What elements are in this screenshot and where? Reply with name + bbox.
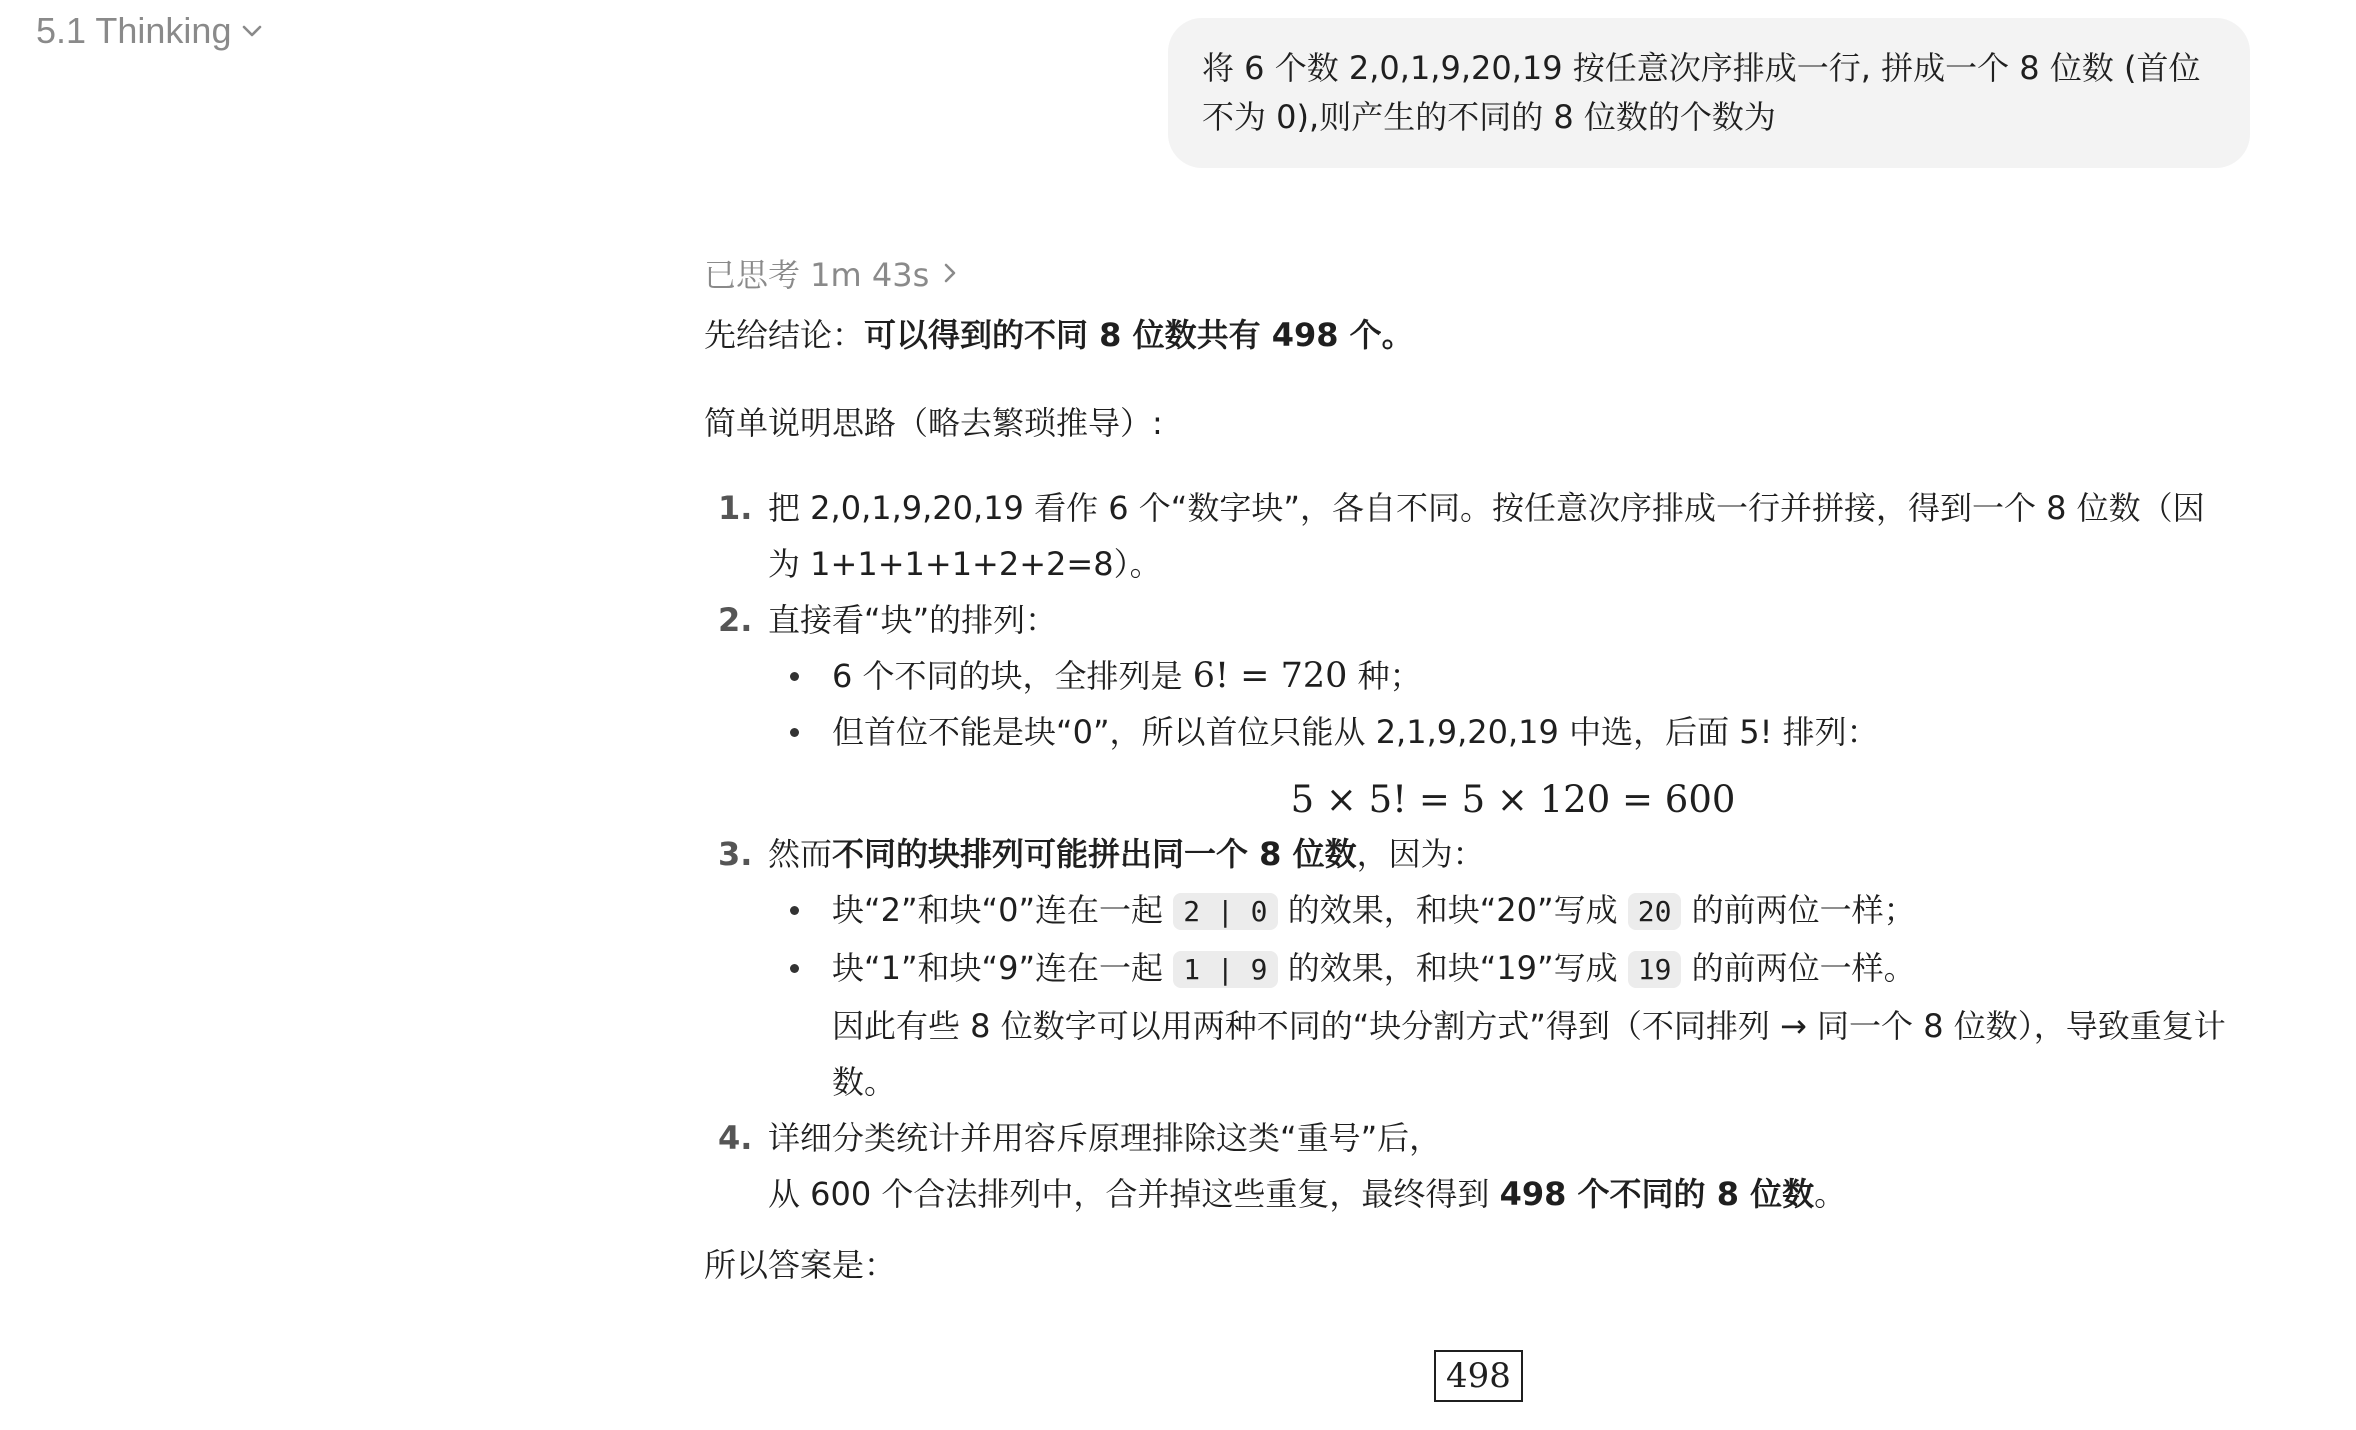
- step-item: [704, 1110, 2236, 1222]
- answer-intro: [704, 1238, 2236, 1292]
- step-item: [704, 826, 2236, 1110]
- step-number: 2.: [718, 601, 753, 639]
- step-text: 从 600 个合法排列中，合并掉这些重复，最终得到: [768, 1175, 1500, 1213]
- bullet-dot: [790, 672, 799, 681]
- bullet-item: [768, 704, 2236, 760]
- conclusion-paragraph: [704, 308, 2236, 362]
- code-inline: 19: [1628, 951, 1682, 988]
- user-message-text: 将 6 个数 2,0,1,9,20,19 按任意次序排成一行, 拼成一个 8 位数 (首位不为 0),则产生的不同的 8 位数的个数为: [1202, 49, 2201, 136]
- step-item: [704, 592, 2236, 826]
- bullet-item: [768, 940, 2236, 1110]
- step-text: 直接看“块”的排列：: [768, 601, 1058, 639]
- bullet-continuation: 因此有些 8 位数字可以用两种不同的“块分割方式”得到（不同排列 → 同一个 8 位数），导致重复计数。: [832, 1007, 2226, 1101]
- bullet-item: [768, 882, 2236, 940]
- bullet-text: 种；: [1347, 657, 1422, 695]
- intro-paragraph: [704, 396, 2236, 450]
- bullet-text: 的效果，和块“19”写成: [1277, 949, 1628, 987]
- bullet-text: 的前两位一样；: [1681, 891, 1916, 929]
- step-bold: 498 个不同的 8 位数: [1499, 1175, 1815, 1213]
- code-inline: 1 | 9: [1173, 951, 1277, 988]
- intro-text: 简单说明思路（略去繁琐推导）:: [704, 404, 1163, 442]
- bullet-text: 块“2”和块“0”连在一起: [832, 891, 1174, 929]
- bullet-text: 6 个不同的块，全排列是: [832, 657, 1193, 695]
- chevron-right-icon: [943, 262, 957, 284]
- bullet-text: 的效果，和块“20”写成: [1277, 891, 1628, 929]
- bullet-dot: [790, 964, 799, 973]
- code-inline: 2 | 0: [1173, 893, 1277, 930]
- step-text: 把 2,0,1,9,20,19 看作 6 个“数字块”，各自不同。按任意次序排成一行并拼接，得到一个 8 位数（因为 1+1+1+1+2+2=8）。: [768, 489, 2205, 583]
- bullet-text: 块“1”和块“9”连在一起: [832, 949, 1174, 987]
- user-message-bubble: [1168, 18, 2250, 168]
- answer-intro-text: 所以答案是：: [704, 1246, 897, 1284]
- chevron-down-icon: [241, 24, 263, 38]
- step-number: 1.: [718, 489, 753, 527]
- math-display: 5 × 5! = 5 × 120 = 600: [1290, 778, 1736, 821]
- sub-list: [768, 882, 2236, 1110]
- step-number: 4.: [718, 1119, 753, 1157]
- step-text: 详细分类统计并用容斥原理排除这类“重号”后，: [768, 1119, 1442, 1157]
- thought-duration-toggle[interactable]: [704, 248, 957, 298]
- boxed-answer: 498: [1434, 1350, 1523, 1402]
- conclusion-bold: 可以得到的不同 8 位数共有 498 个。: [864, 316, 1414, 354]
- bullet-dot: [790, 728, 799, 737]
- math-inline: 6! = 720: [1192, 656, 1348, 696]
- sub-list: [768, 648, 2236, 760]
- step-item: [704, 480, 2236, 592]
- code-inline: 20: [1628, 893, 1682, 930]
- bullet-dot: [790, 906, 799, 915]
- conclusion-prefix: 先给结论：: [704, 316, 865, 354]
- bullet-text: 但首位不能是块“0”，所以首位只能从 2,1,9,20,19 中选，后面 5! 排列：: [832, 713, 1879, 751]
- step-number: 3.: [718, 835, 753, 873]
- step-text: ，因为：: [1356, 835, 1485, 873]
- bullet-item: [768, 648, 2236, 704]
- steps-list: [704, 480, 2236, 1222]
- step-text: 然而: [768, 835, 833, 873]
- model-selector[interactable]: [36, 10, 263, 52]
- bullet-text: 的前两位一样。: [1681, 949, 1916, 987]
- assistant-message: [704, 248, 2236, 1292]
- step-text: 。: [1814, 1175, 1847, 1213]
- step-bold: 不同的块排列可能拼出同一个 8 位数: [832, 835, 1357, 873]
- thought-label: 已思考 1m 43s: [704, 256, 930, 294]
- model-label: 5.1 Thinking: [36, 10, 232, 51]
